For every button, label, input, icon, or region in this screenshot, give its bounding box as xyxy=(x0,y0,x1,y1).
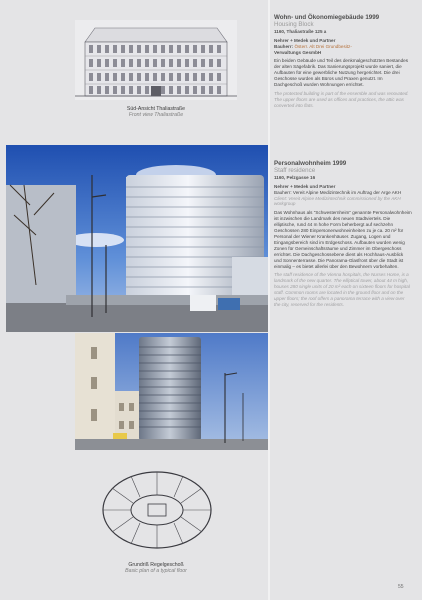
facade-caption-de: Süd-Ansicht Thaliastraße xyxy=(126,106,186,112)
section1-title-de: Wohn- und Ökonomiegebäude 1999 xyxy=(274,14,380,21)
section1-client-cont: Verwaltungs GesmbH xyxy=(274,49,322,55)
tower-street-view-photo xyxy=(75,333,268,450)
section1-architect: Nehrer + Medek und Partner xyxy=(274,37,336,43)
section-staff-residence xyxy=(274,160,412,311)
staff-residence-tower-photo xyxy=(6,145,268,332)
section1-client-label: Bauherr: xyxy=(274,43,294,49)
page-number: 55 xyxy=(398,584,404,590)
section1-body-en: The protected building is part of the ensemble and was renovated. The upper floors are used as offices and practices, the attic was converted into flats. xyxy=(274,90,409,108)
column-divider xyxy=(268,0,270,600)
facade-elevation-drawing xyxy=(75,20,237,100)
floor-plan-caption xyxy=(90,562,222,574)
section2-body-en: The staff residence of the Vienna hospitals, the Nurses Home, is a landmark of the new quarter. The elliptical tower, about 44 m high, houses 280 single units of 20 m² each on sixteen floors for hospital staff. Common rooms are located in the ground floor and on the upper floors; the roof offers a panorama terrace with a view over the city, reserved for the residents. xyxy=(274,272,410,307)
floor-plan-caption-de: Grundriß Regelgeschoß xyxy=(128,562,184,568)
facade-caption xyxy=(70,106,242,118)
section1-body-de: Ein beiden Gebäude und Teil des denkmalgeschützten Bestandes der alten Sägefabrik. Das Sanierungsprojekt wurde saniert, die Aufbauten für eine gewerbliche Nutzung hergerichtet. Die drei Geschosse wurden als Büros und Praxen genutzt. Im Dachgeschoß wurden Wohnungen errichtet. xyxy=(274,58,408,88)
section2-client-en: Client: Vereit Alpine Medizintechnik commissioned by the AKH workgroup xyxy=(274,195,401,207)
floor-plan-caption-en: Basic plan of a typical floor xyxy=(125,568,187,574)
section1-address: 1160, Thaliastraße 125 a xyxy=(274,28,327,34)
section2-client: Bauherr: Vereit Alpine Medizintechnik im Auftrag der Arge AKH xyxy=(274,189,402,195)
section-housing-block xyxy=(274,14,412,112)
floor-plan-drawing xyxy=(98,466,216,556)
section2-architect: Nehrer + Medek und Partner xyxy=(274,183,336,189)
section1-title-en: Housing Block xyxy=(274,21,314,29)
section2-body-de: Das Wohnhaus als "Schwesternheim" genannte Personalwohnheim ist inzwischen die Landmark des neuen Stadtviertels. Die elliptische, rund 44 m hohe Form beherbergt auf sechzehn Geschossen 280 Einpersonenwohneinheiten zu je ca. 20 m² für Personal der Wiener Krankenhäuser. Zugang, Logen und Eingangsbereich sind im Erdgeschoss. Aufbauten wurden wenig Zonen für Gemeinschaftsräume und Zimmer im Obergeschoss errichtet. Die Dachgeschossebene dient als Hochhaus-Ausblick und Sonnenterrasse. Die Panorama-Glasfront über die Stadt ist einmalig – es bietet allerlei über den Bewohnern vorbehalten. xyxy=(274,210,412,269)
section2-title-de: Personalwohnheim 1999 xyxy=(274,160,347,167)
section2-address: 1160, Pelzgasse 16 xyxy=(274,174,316,180)
facade-caption-en: Front view Thaliastraße xyxy=(128,112,184,118)
section1-client-value: Österr. Alt Drei Grundbesitz- xyxy=(294,43,352,49)
section2-title-en: Staff residence xyxy=(274,167,316,175)
